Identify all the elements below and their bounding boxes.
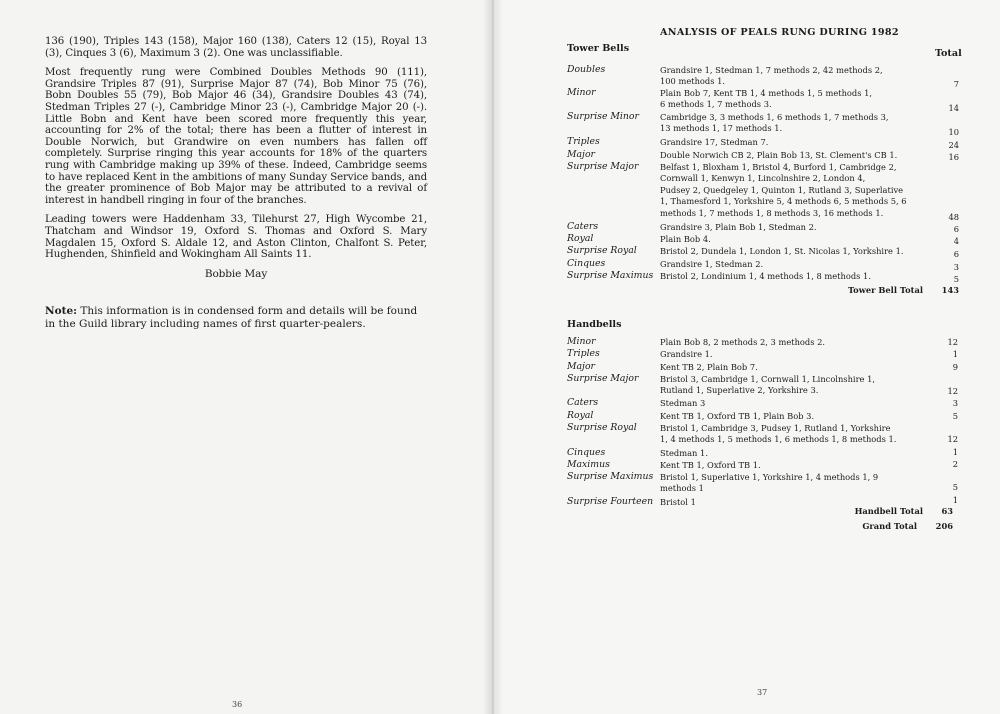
handbells-category: Surprise Maximus <box>567 471 654 482</box>
handbell-total-value: 63 <box>941 506 953 516</box>
handbells-methods: Bristol 1 <box>660 497 696 507</box>
handbells-category: Caters <box>567 397 599 408</box>
grand-total-value: 206 <box>935 521 953 531</box>
handbells-total: 12 <box>947 386 958 396</box>
tower-bells-total: 7 <box>953 79 959 89</box>
tower-bell-total-value: 143 <box>941 285 959 295</box>
handbells-total: 9 <box>952 362 958 372</box>
tower-bells-category: Minor <box>567 87 596 98</box>
tower-bells-total: 5 <box>953 274 959 284</box>
tower-bells-methods: Double Norwich CB 2, Plain Bob 13, St. Clement's CB 1. <box>660 150 898 160</box>
handbells-category: Surprise Fourteen <box>567 496 654 507</box>
paragraph-3: Leading towers were Haddenham 33, Tilehurst 27, High Wycombe 21, Thatcham and Windsor 19, Oxford S. Thomas and Oxford S. Mary Magdalen 15, Oxford S. Aldale 12, and Aston Clinton, Chalfont S. Peter, Hughenden, Shinfield and Wokingham All Saints 11. <box>45 214 427 261</box>
handbells-methods: Bristol 3, Cambridge 1, Cornwall 1, Lincolnshire 1, <box>660 374 875 384</box>
handbells-category: Surprise Royal <box>567 422 637 433</box>
handbells-methods: methods 1 <box>660 483 704 494</box>
handbells-methods: Bristol 1, Superlative 1, Yorkshire 1, 4 methods 1, 9 <box>660 472 879 482</box>
handbells-total: 5 <box>952 482 958 492</box>
handbells-methods: Bristol 1, Cambridge 3, Pudsey 1, Rutland 1, Yorkshire <box>660 423 891 433</box>
tower-bells-total: 48 <box>948 212 959 222</box>
tower-bells-methods: 100 methods 1. <box>660 76 726 87</box>
handbells-total: 2 <box>952 459 958 469</box>
handbells-total: 5 <box>952 411 958 421</box>
total-column-heading: Total <box>935 48 962 59</box>
tower-bells-total: 4 <box>953 236 959 246</box>
analysis-heading: ANALYSIS OF PEALS RUNG DURING 1982 <box>660 27 899 38</box>
handbells-category: Minor <box>567 336 596 347</box>
tower-bells-total: 6 <box>953 224 959 234</box>
tower-bells-category: Triples <box>567 136 600 147</box>
paragraph-1: 136 (190), Triples 143 (158), Major 160 (138), Caters 12 (15), Royal 13 (3), Cinques 3 (6), Maximum 3 (2). One was unclassifiable. <box>45 36 427 59</box>
tower-bells-methods: Cambridge 3, 3 methods 1, 6 methods 1, 7 methods 3, <box>660 112 889 122</box>
tower-bells-methods: Pudsey 2, Quedgeley 1, Quinton 1, Rutland 3, Superlative <box>660 184 904 195</box>
note-label: Note: <box>45 305 78 317</box>
handbells-category: Maximus <box>567 459 610 470</box>
handbells-total: 1 <box>952 495 958 505</box>
tower-bells-methods: Bristol 2, Londinium 1, 4 methods 1, 8 methods 1. <box>660 271 871 281</box>
tower-bells-category: Surprise Maximus <box>567 270 654 281</box>
tower-bells-category: Caters <box>567 221 599 232</box>
tower-bells-methods: Plain Bob 4. <box>660 234 711 244</box>
handbells-methods: Stedman 1. <box>660 448 708 458</box>
handbells-methods: Grandsire 1. <box>660 349 713 359</box>
tower-bells-category: Major <box>567 149 595 160</box>
tower-bells-methods: 1, Thamesford 1, Yorkshire 5, 4 methods 6, 5 methods 5, 6 <box>660 196 907 207</box>
tower-bells-category: Royal <box>567 233 594 244</box>
tower-bells-total: 3 <box>953 262 959 272</box>
handbells-category: Triples <box>567 348 600 359</box>
handbells-methods: Stedman 3 <box>660 398 706 408</box>
handbells-total: 3 <box>952 398 958 408</box>
grand-total-label: Grand Total <box>862 521 917 531</box>
handbells-category: Cinques <box>567 447 606 458</box>
tower-bells-category: Cinques <box>567 258 606 269</box>
tower-bells-methods: Grandsire 17, Stedman 7. <box>660 137 769 147</box>
handbells-total: 1 <box>952 447 958 457</box>
tower-bells-category: Surprise Major <box>567 161 639 172</box>
tower-bells-methods: Cornwall 1, Kenwyn 1, Lincolnshire 2, London 4, <box>660 173 866 184</box>
handbells-heading: Handbells <box>567 319 622 330</box>
handbells-methods: Plain Bob 8, 2 methods 2, 3 methods 2. <box>660 337 826 347</box>
handbells-methods: Kent TB 1, Oxford TB 1, Plain Bob 3. <box>660 411 815 421</box>
tower-bells-methods: Grandsire 3, Plain Bob 1, Stedman 2. <box>660 222 817 232</box>
handbells-total: 1 <box>952 349 958 359</box>
tower-bells-methods: 13 methods 1, 17 methods 1. <box>660 123 783 134</box>
handbells-category: Surprise Major <box>567 373 639 384</box>
tower-bells-total: 10 <box>948 127 959 137</box>
handbells-category: Royal <box>567 410 594 421</box>
handbells-methods: Kent TB 2, Plain Bob 7. <box>660 362 758 372</box>
tower-bells-methods: 6 methods 1, 7 methods 3. <box>660 99 772 110</box>
tower-bells-total: 24 <box>948 140 959 150</box>
tower-bells-methods: Grandsire 1, Stedman 1, 7 methods 2, 42 methods 2, <box>660 65 883 75</box>
tower-bells-total: 16 <box>948 152 959 162</box>
author-signature: Bobbie May <box>204 267 268 280</box>
tower-bells-methods: Bristol 2, Dundela 1, London 1, St. Nicolas 1, Yorkshire 1. <box>660 246 904 256</box>
page-number-right: 37 <box>757 688 768 697</box>
handbells-methods: 1, 4 methods 1, 5 methods 1, 6 methods 1, 8 methods 1. <box>660 434 897 445</box>
handbells-methods: Rutland 1, Superlative 2, Yorkshire 3. <box>660 385 819 396</box>
handbells-total: 12 <box>947 337 958 347</box>
tower-bells-methods: methods 1, 7 methods 1, 8 methods 3, 16 methods 1. <box>660 207 884 218</box>
tower-bells-total: 6 <box>953 249 959 259</box>
tower-bells-heading: Tower Bells <box>567 43 630 54</box>
note-text: This information is in condensed form and details will be found in the Guild library including names of first quarter-pealers. <box>45 305 418 330</box>
tower-bells-methods: Grandsire 1, Stedman 2. <box>660 259 764 269</box>
paragraph-2: Most frequently rung were Combined Doubles Methods 90 (111), Grandsire Triples 87 (91), Surprise Major 87 (74), Bob Minor 75 (76), Bobn Doubles 55 (79), Bob Major 46 (34), Grandsire Doubles 43 (74), Stedman Triples 27 (-), Cambridge Minor 23 (-), Cambridge Major 20 (-). Little Bobn and Kent have been scored more frequently this year, accounting for 2% of the total; there has been a flutter of interest in Double Norwich, but Grandwire on even numbers has fallen off completely. Surprise ringing this year accounts for 18% of the quarters rung with Cambridge making up 39% of these. Indeed, Cambridge seems to have replaced Kent in the ambitions of many Sunday Service bands, and the greater prominence of Bob Major may be attributed to a revival of interest in handbell ringing in four of the branches. <box>45 67 427 206</box>
tower-bells-methods: Belfast 1, Bloxham 1, Bristol 4, Burford 1, Cambridge 2, <box>660 162 897 172</box>
page-number-left: 36 <box>232 700 243 709</box>
tower-bells-methods: Plain Bob 7, Kent TB 1, 4 methods 1, 5 methods 1, <box>660 88 873 98</box>
tower-bells-category: Surprise Minor <box>567 111 639 122</box>
handbells-category: Major <box>567 361 595 372</box>
tower-bell-total-label: Tower Bell Total <box>847 285 923 295</box>
tower-bells-category: Doubles <box>567 64 606 75</box>
handbells-methods: Kent TB 1, Oxford TB 1. <box>660 460 761 470</box>
tower-bells-total: 14 <box>948 103 959 113</box>
handbells-total: 12 <box>947 434 958 444</box>
handbell-total-label: Handbell Total <box>854 506 923 516</box>
tower-bells-category: Surprise Royal <box>567 245 637 256</box>
